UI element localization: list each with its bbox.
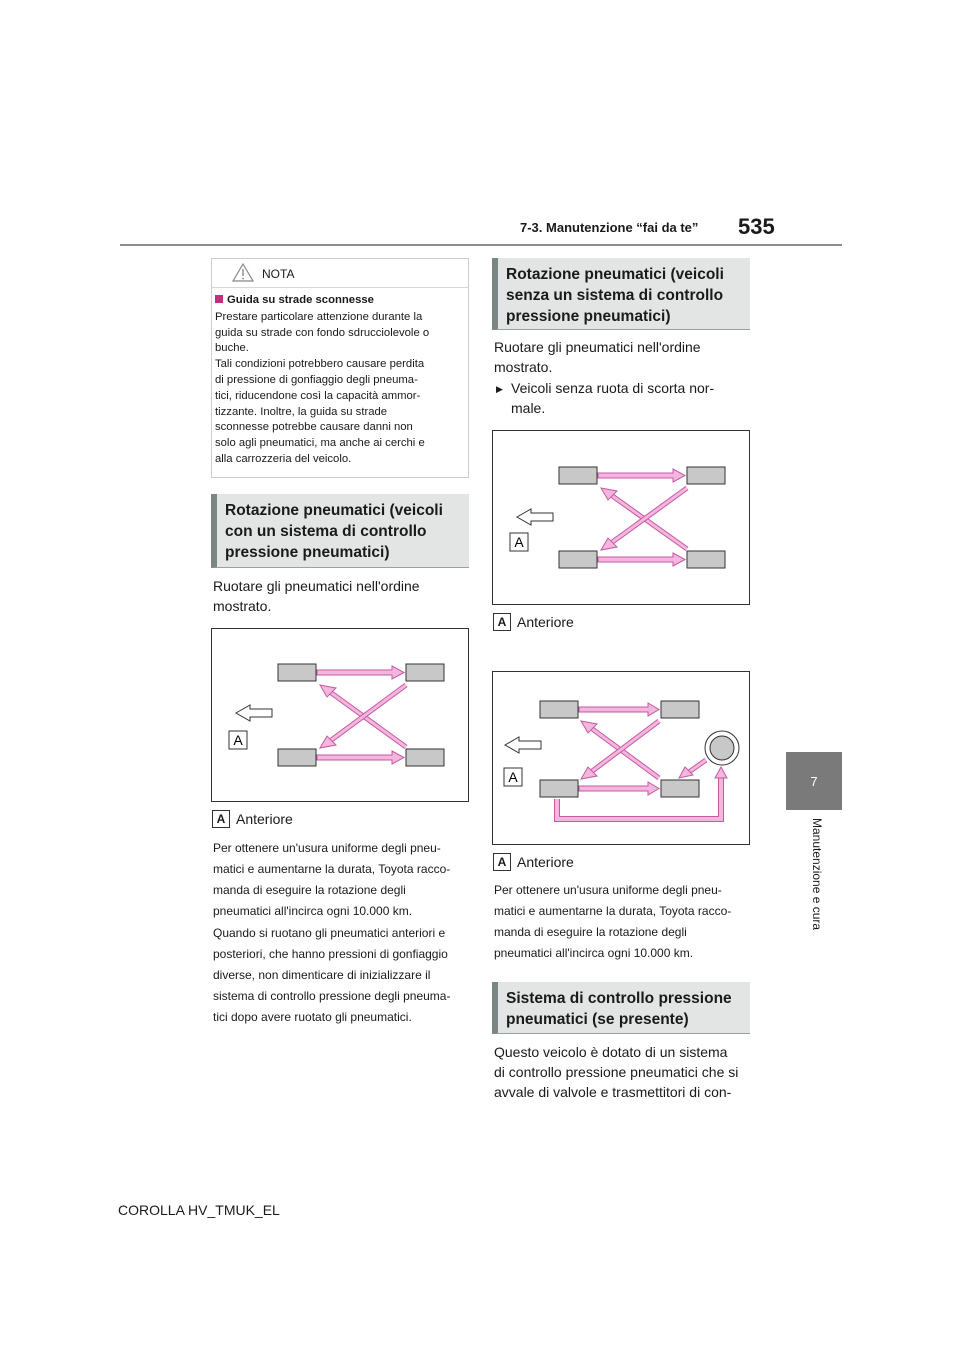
header-divider xyxy=(120,244,842,246)
tire-front-right xyxy=(661,701,699,718)
note-box xyxy=(211,258,469,478)
section-title-with-tpms: Rotazione pneumatici (veicoli con un sistema di controllo pressione pneumatici) xyxy=(211,494,469,568)
arrow-icon xyxy=(598,553,685,566)
note-line: Tali condizioni potrebbero causare perdita xyxy=(215,358,425,371)
diagram-label: A xyxy=(233,732,243,748)
tire-rear-right xyxy=(661,780,699,797)
arrow-icon xyxy=(317,666,404,679)
diagram-label: A xyxy=(508,769,518,785)
tire-rear-right xyxy=(406,749,444,766)
tire-front-left xyxy=(278,664,316,681)
tire-front-left xyxy=(540,701,578,718)
note-line: Prestare particolare attenzione durante la xyxy=(215,310,423,323)
section-title-without-tpms: Rotazione pneumatici (veicoli senza un sistema di controllo pressione pneumatici) xyxy=(492,258,750,330)
arrow-icon xyxy=(579,782,659,795)
right-caption-1: A Anteriore xyxy=(493,613,574,631)
caption-key: A xyxy=(493,853,511,871)
left-para-2: Quando si ruotano gli pneumatici anteriori e posteriori, che hanno pressioni di gonfiaggio diverse, non dimenticare di inizializzare il sistema di controllo pressione degli pneuma- tici dopo avere ruotato gli pneumatici. xyxy=(213,926,451,1024)
arrow-icon xyxy=(579,703,659,716)
chapter-tab: 7 xyxy=(786,752,842,810)
footer-model: COROLLA HV_TMUK_EL xyxy=(118,1202,280,1218)
left-para-1: Per ottenere un'usura uniforme degli pneu- matici e aumentarne la durata, Toyota racco- manda di eseguire la rotazione degli pneumatici all'incirca ogni 10.000 km. xyxy=(213,841,451,918)
bullet-no-spare: ▶ Veicoli senza ruota di scorta nor- male. xyxy=(494,378,761,418)
note-heading: Guida su strade sconnesse xyxy=(215,293,465,309)
right-para: Per ottenere un'usura uniforme degli pneu- matici e aumentarne la durata, Toyota racco- manda di eseguire la rotazione degli pneumatici all'incirca ogni 10.000 km. xyxy=(494,883,732,960)
caption-key: A xyxy=(212,810,230,828)
front-direction-arrow-icon xyxy=(236,705,272,721)
tire-rear-left xyxy=(559,551,597,568)
tire-front-right xyxy=(687,467,725,484)
tire-front-left xyxy=(559,467,597,484)
front-direction-arrow-icon xyxy=(505,737,541,753)
rotation-diagram-no-spare xyxy=(492,430,750,605)
page-number: 535 xyxy=(738,214,775,239)
front-direction-arrow-icon xyxy=(517,509,553,525)
left-caption: A Anteriore xyxy=(212,810,293,828)
note-line: di pressione di gonfiaggio degli pneuma- xyxy=(215,373,418,386)
right-final-para: Questo veicolo è dotato di un sistema di controllo pressione pneumatici che si avvale di valvole e trasmettitori di con- xyxy=(494,1044,739,1100)
chapter-label: Manutenzione e cura xyxy=(810,818,824,931)
arrow-icon xyxy=(598,469,685,482)
tire-rear-right xyxy=(687,551,725,568)
note-line: solo agli pneumatici, ma anche ai cerchi e xyxy=(215,437,425,450)
rotation-diagram-with-spare xyxy=(492,671,750,845)
diagram-label: A xyxy=(514,534,524,550)
left-intro: Ruotare gli pneumatici nell'ordine mostrato. xyxy=(213,578,420,614)
tire-rear-left xyxy=(540,780,578,797)
right-intro: Ruotare gli pneumatici nell'ordine mostrato. xyxy=(494,339,701,375)
tire-front-right xyxy=(406,664,444,681)
tire-rear-left xyxy=(278,749,316,766)
square-bullet-icon xyxy=(215,295,223,303)
section-title-tpms: Sistema di controllo pressione pneumatici (se presente) xyxy=(492,982,750,1034)
header-section-title: 7-3. Manutenzione “fai da te” xyxy=(520,220,699,235)
caption-key: A xyxy=(493,613,511,631)
rotation-diagram-left xyxy=(211,628,469,802)
note-body xyxy=(212,288,468,468)
note-line: guida su strade con fondo sdrucciolevole o xyxy=(215,326,430,339)
note-line: tici, riducendone così la capacità ammor- xyxy=(215,389,421,402)
right-caption-2: A Anteriore xyxy=(493,853,574,871)
arrow-icon xyxy=(317,751,404,764)
note-line: tizzante. Inoltre, la guida su strade xyxy=(215,405,388,418)
note-line: sconnesse potrebbe causare danni non xyxy=(215,421,413,434)
note-title: NOTA xyxy=(262,267,295,281)
note-line: buche. xyxy=(215,342,249,355)
note-line: alla carrozzeria del veicolo. xyxy=(215,452,352,465)
note-header xyxy=(212,259,468,288)
warning-icon xyxy=(232,263,254,282)
